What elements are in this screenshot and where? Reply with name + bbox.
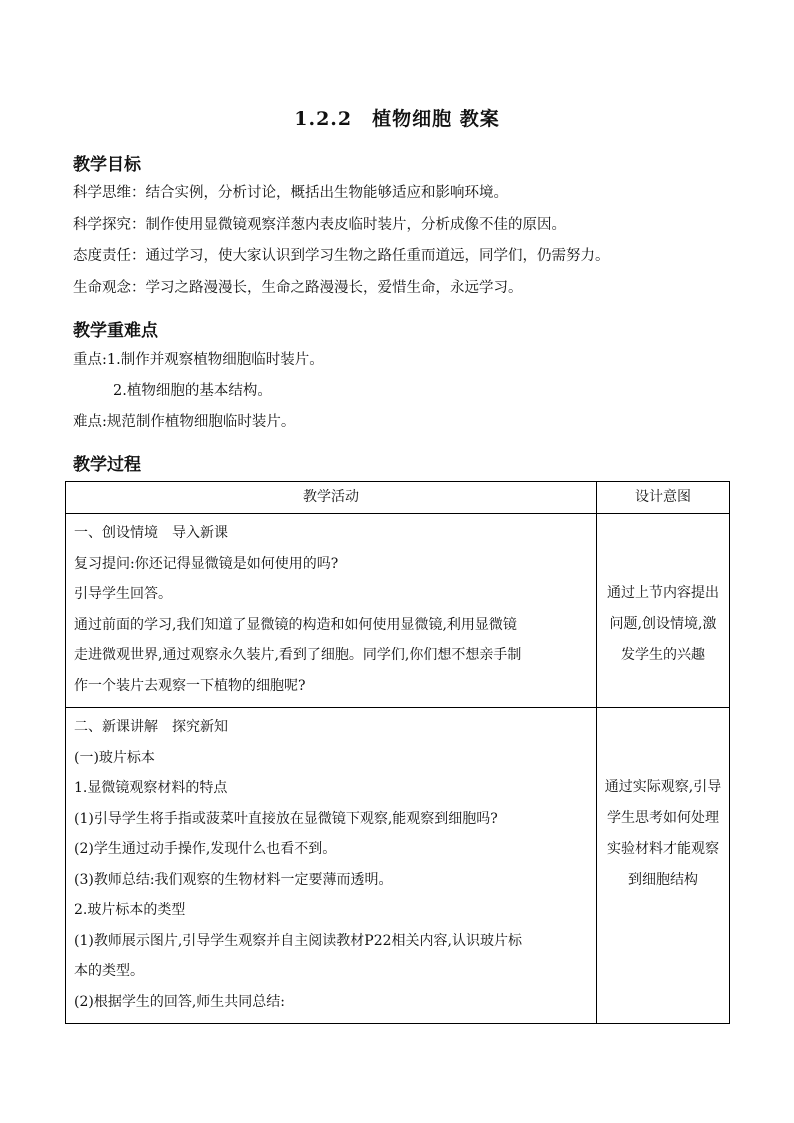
objective-item: 科学思维：结合实例，分析讨论，概括出生物能够适应和影响环境。	[73, 185, 508, 201]
activity-line: 二、新课讲解 探究新知	[74, 719, 228, 735]
activity-line: 引导学生回答。	[74, 586, 172, 602]
activity-cell	[66, 514, 597, 708]
activity-line: (2)根据学生的回答,师生共同总结:	[74, 993, 285, 1010]
activity-line: (1)教师展示图片,引导学生观察并自主阅读教材P22相关内容,认识玻片标	[74, 932, 522, 949]
key-points-heading: 教学重难点	[73, 321, 158, 341]
column-header-intent: 设计意图	[597, 482, 730, 514]
intent-cell	[597, 514, 730, 708]
page-title: 1.2.2 植物细胞 教案	[294, 108, 500, 130]
difficulty-point: 难点:规范制作植物细胞临时装片。	[73, 414, 296, 430]
activity-line: 本的类型。	[74, 963, 144, 979]
activity-line: (3)教师总结:我们观察的生物材料一定要薄而透明。	[74, 871, 393, 888]
activity-line: 2.玻片标本的类型	[74, 902, 186, 918]
column-header-activity: 教学活动	[66, 482, 597, 514]
table-row	[66, 514, 730, 708]
process-heading: 教学过程	[73, 455, 141, 475]
focus-point-2: 2.植物细胞的基本结构。	[113, 383, 272, 399]
objectives-heading: 教学目标	[73, 155, 141, 175]
objective-item: 科学探究：制作使用显微镜观察洋葱内表皮临时装片，分析成像不佳的原因。	[73, 217, 566, 233]
table-header-row	[66, 482, 730, 514]
activity-line: (1)引导学生将手指或菠菜叶直接放在显微镜下观察,能观察到细胞吗?	[74, 810, 498, 827]
process-table	[65, 481, 730, 1024]
objective-item: 态度责任：通过学习，使大家认识到学习生物之路任重而道远，同学们，仍需努力。	[73, 248, 610, 264]
activity-cell	[66, 708, 597, 1024]
activity-line: 作一个装片去观察一下植物的细胞呢?	[74, 677, 306, 694]
objective-item: 生命观念：学习之路漫漫长，生命之路漫漫长，爱惜生命，永远学习。	[73, 280, 523, 296]
activity-line: (2)学生通过动手操作,发现什么也看不到。	[74, 841, 337, 857]
activity-line: 通过前面的学习,我们知道了显微镜的构造和如何使用显微镜,利用显微镜	[74, 616, 517, 633]
intent-text: 通过上节内容提出问题,创设情境,激发学生的兴趣	[607, 585, 719, 663]
activity-line: 复习提问:你还记得显微镜是如何使用的吗?	[74, 555, 339, 572]
activity-line: 一、创设情境 导入新课	[74, 525, 228, 541]
activity-line: 1.显微镜观察材料的特点	[74, 780, 228, 796]
table-row	[66, 708, 730, 1024]
intent-cell	[597, 708, 730, 1024]
activity-line: 走进微观世界,通过观察永久装片,看到了细胞。同学们,你们想不想亲手制	[74, 647, 522, 663]
activity-line: (一)玻片标本	[74, 749, 155, 766]
intent-text: 通过实际观察,引导学生思考如何处理实验材料才能观察到细胞结构	[604, 779, 722, 888]
focus-point-1: 重点:1.制作并观察植物细胞临时装片。	[73, 352, 324, 368]
